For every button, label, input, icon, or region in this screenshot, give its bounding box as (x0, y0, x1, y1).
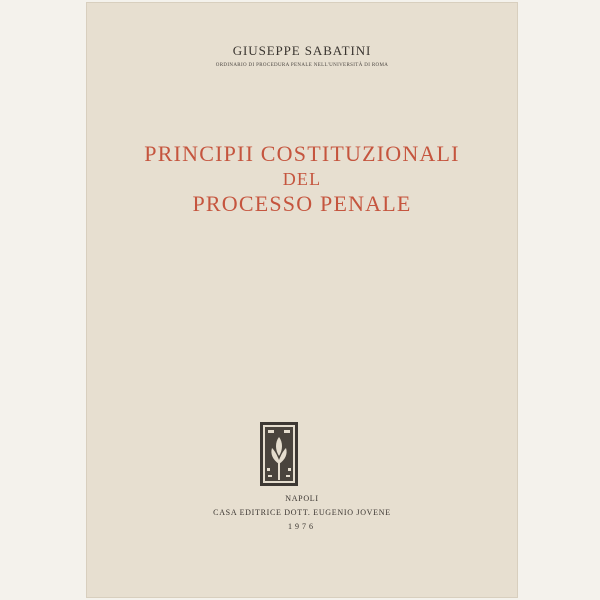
imprint-year: 1976 (288, 522, 316, 531)
printer-mark-icon (253, 420, 305, 490)
imprint-city: NAPOLI (285, 494, 319, 503)
title-line-1: PRINCIPII COSTITUZIONALI (144, 141, 460, 166)
title-line-3: PROCESSO PENALE (192, 191, 412, 216)
author-name: GIUSEPPE SABATINI (232, 43, 372, 58)
author-affiliation: ORDINARIO DI PROCEDURA PENALE NELL'UNIVERSITÀ DI ROMA (215, 63, 389, 68)
title-line-2: DEL (282, 169, 322, 189)
imprint-publisher: CASA EDITRICE DOTT. EUGENIO JOVENE (213, 508, 391, 517)
book-cover (86, 2, 518, 598)
